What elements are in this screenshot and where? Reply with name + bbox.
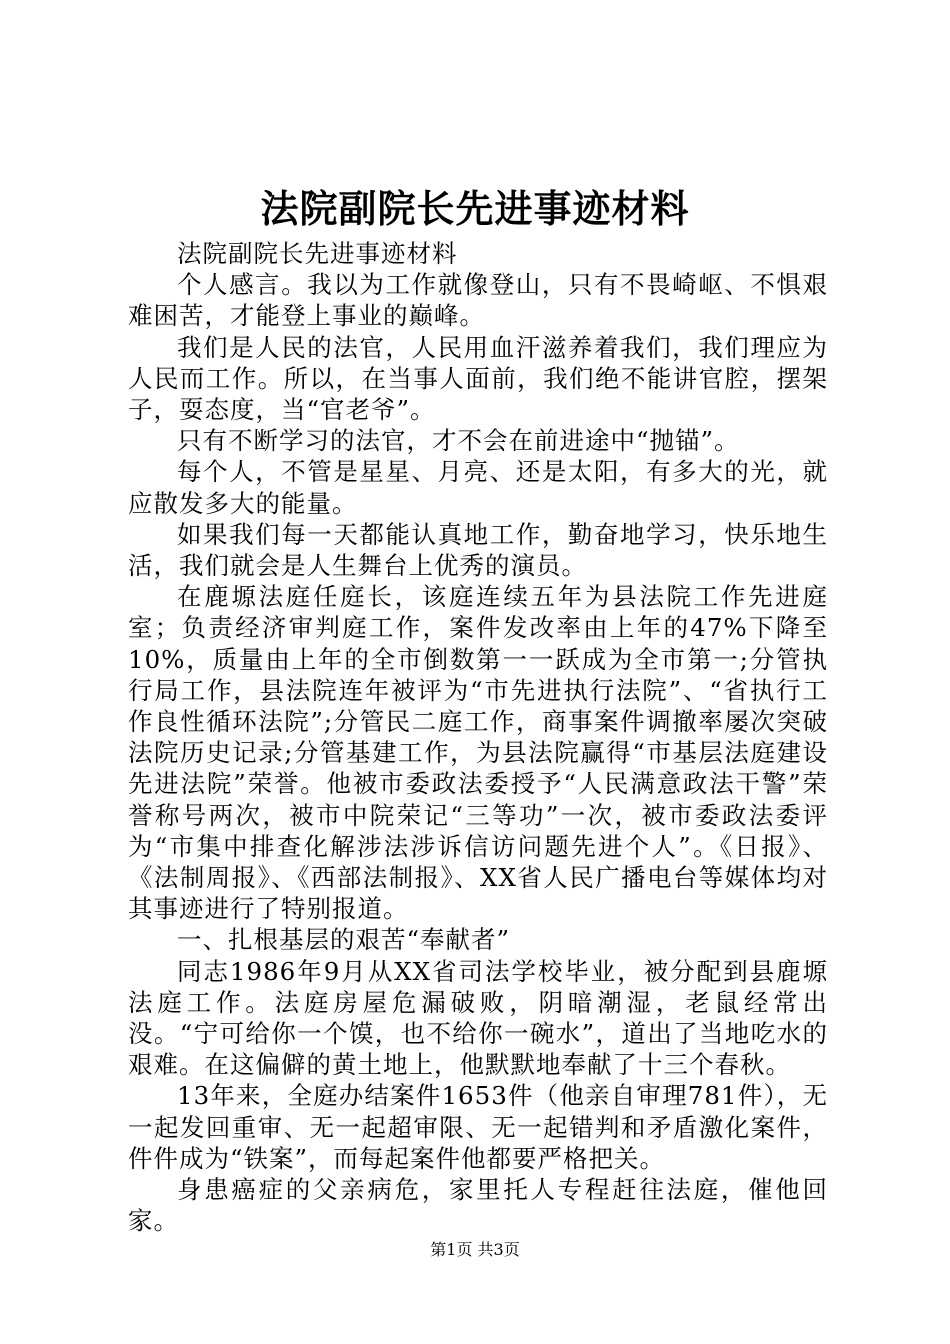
document-body xyxy=(128,238,828,1237)
paragraph: 同志1986年9月从XX省司法学校毕业，被分配到县鹿塬法庭工作。法庭房屋危漏破败，阴暗潮湿，老鼠经常出没。“宁可给你一个馍，也不给你一碗水”，道出了当地吃水的艰难。在这偏僻的黄土地上，他默默地奉献了十三个春秋。 xyxy=(128,956,828,1080)
paragraph: 我们是人民的法官，人民用血汗滋养着我们，我们理应为人民而工作。所以，在当事人面前，我们绝不能讲官腔，摆架子，耍态度，当“官老爷”。 xyxy=(128,332,828,425)
paragraph: 个人感言。我以为工作就像登山，只有不畏崎岖、不惧艰难困苦，才能登上事业的巅峰。 xyxy=(128,270,828,331)
paragraph: 法院副院长先进事迹材料 xyxy=(177,239,458,268)
paragraph: 在鹿塬法庭任庭长，该庭连续五年为县法院工作先进庭室；负责经济审判庭工作，案件发改率由上年的47%下降至10%，质量由上年的全市倒数第一一跃成为全市第一;分管执行局工作，县法院连年被评为“市先进执行法院”、“省执行工作良性循环法院”;分管民二庭工作，商事案件调撤率屡次突破法院历史记录;分管基建工作，为县法院赢得“市基层法庭建设先进法院”荣誉。他被市委政法委授予“人民满意政法干警”荣誉称号两次，被市中院荣记“三等功”一次，被市委政法委评为“市集中排查化解涉法涉诉信访问题先进个人”。《日报》、《法制周报》、《西部法制报》、XX省人民广播电台等媒体均对其事迹进行了特别报道。 xyxy=(128,582,828,924)
document-title: 法院副院长先进事迹材料 xyxy=(260,186,690,231)
paragraph: 身患癌症的父亲病危，家里托人专程赶往法庭，催他回家。 xyxy=(128,1175,828,1236)
paragraph: 13年来，全庭办结案件1653件（他亲自审理781件），无一起发回重审、无一起超审限、无一起错判和矛盾激化案件，件件成为“铁案”，而每起案件他都要严格把关。 xyxy=(128,1081,828,1173)
paragraph: 只有不断学习的法官，才不会在前进途中“抛锚”。 xyxy=(177,426,740,456)
paragraph: 每个人，不管是星星、月亮、还是太阳，有多大的光，就应散发多大的能量。 xyxy=(128,457,828,518)
section-heading: 一、扎根基层的艰苦“奉献者” xyxy=(177,925,511,955)
paragraph: 如果我们每一天都能认真地工作，勤奋地学习，快乐地生活，我们就会是人生舞台上优秀的演员。 xyxy=(128,519,828,581)
page-footer: 第1页 共3页 xyxy=(430,1240,520,1259)
